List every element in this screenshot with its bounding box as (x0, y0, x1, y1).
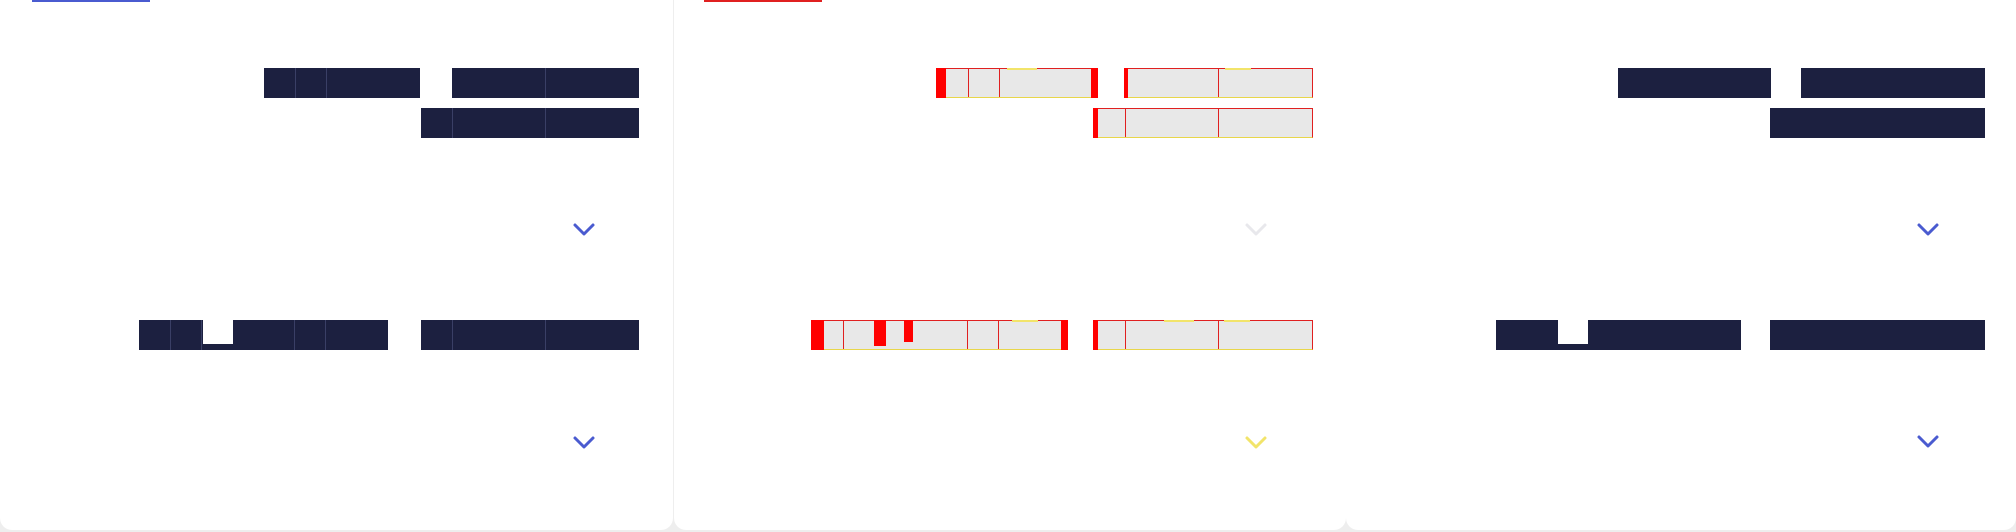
chevron-down-icon[interactable] (1916, 222, 1940, 238)
debug-text-block (936, 68, 1098, 98)
chevron-down-icon[interactable] (1244, 435, 1268, 451)
chevron-down-icon[interactable] (572, 222, 596, 238)
redacted-text-block (1801, 68, 1985, 98)
redacted-text-block (139, 320, 388, 350)
debug-text-block (811, 320, 1068, 350)
baseline-panel (0, 0, 673, 530)
debug-overlay-panel (674, 0, 1346, 530)
chevron-down-icon[interactable] (1244, 222, 1268, 238)
redacted-text-block (1770, 108, 1985, 138)
debug-text-block (1124, 68, 1313, 98)
redacted-text-block (264, 68, 420, 98)
redacted-text-block (452, 68, 639, 98)
chevron-down-icon[interactable] (572, 435, 596, 451)
redacted-text-block (1618, 68, 1771, 98)
debug-text-block (1093, 108, 1313, 138)
chevron-down-icon[interactable] (1916, 434, 1940, 450)
redacted-text-block (421, 320, 639, 350)
accent-line (704, 0, 822, 2)
comparison-panel (1346, 0, 2016, 530)
redacted-text-block (1496, 320, 1741, 350)
redacted-text-block (421, 108, 639, 138)
redacted-text-block (1770, 320, 1985, 350)
debug-text-block (1093, 320, 1313, 350)
accent-line (32, 0, 150, 2)
